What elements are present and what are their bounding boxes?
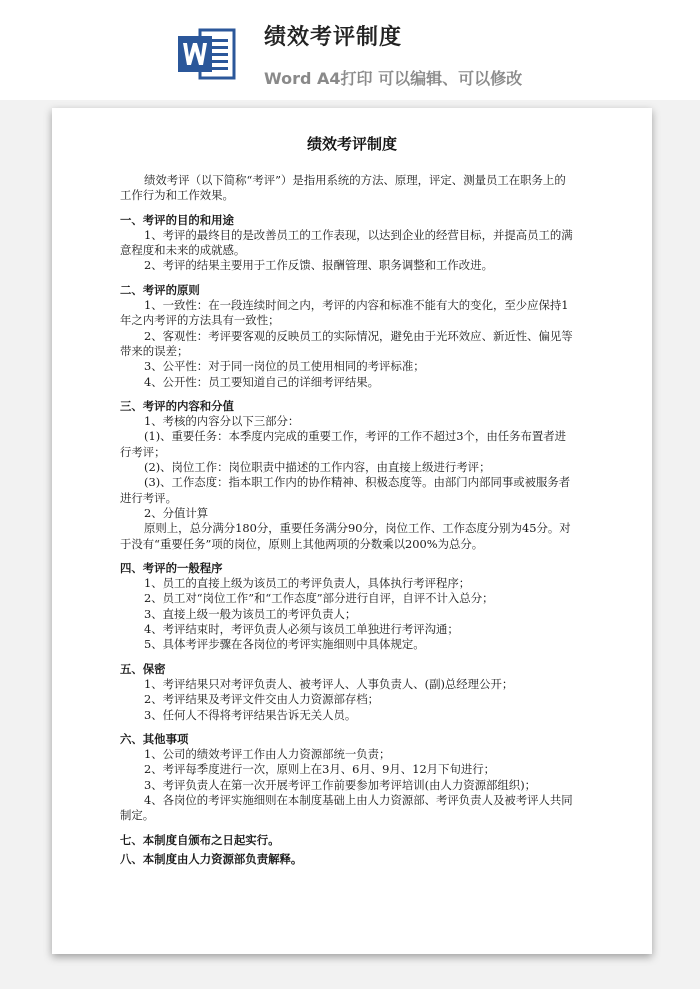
section-heading: 八、本制度由人力资源部负责解释。 bbox=[120, 851, 303, 866]
paragraph-line: 带来的误差； bbox=[120, 343, 189, 358]
paragraph-line: 1、公司的绩效考评工作由人力资源部统一负责； bbox=[144, 747, 391, 762]
paragraph-line: 2、客观性：考评要客观的反映员工的实际情况，避免由于光环效应、新近性、偏见等 bbox=[144, 328, 573, 343]
document-page bbox=[52, 108, 652, 954]
paragraph-line: (3)、工作态度：指本职工作内的协作精神、积极态度等。由部门内部同事或被服务者 bbox=[144, 475, 571, 490]
intro-line: 工作行为和工作效果。 bbox=[120, 188, 234, 203]
document-title: 绩效考评制度 bbox=[306, 135, 397, 153]
header-banner bbox=[0, 0, 700, 100]
paragraph-line: 2、分值计算 bbox=[144, 505, 209, 520]
paragraph-line: 1、一致性：在一段连续时间之内，考评的内容和标准不能有大的变化，至少应保持1 bbox=[144, 298, 569, 313]
paragraph-line: 2、考评的结果主要用于工作反馈、报酬管理、职务调整和工作改进。 bbox=[144, 258, 493, 273]
paragraph-line: 进行考评。 bbox=[120, 490, 177, 505]
section-heading: 五、保密 bbox=[120, 661, 166, 676]
paragraph-line: 4、考评结束时，考评负责人必须与该员工单独进行考评沟通； bbox=[144, 622, 459, 637]
paragraph-line: 3、直接上级一般为该员工的考评负责人； bbox=[144, 606, 357, 621]
paragraph-line: 1、考评的最终目的是改善员工的工作表现，以达到企业的经营目标，并提高员工的满 bbox=[144, 227, 573, 242]
paragraph-line: 2、考评每季度进行一次，原则上在3月、6月、9月、12月下旬进行； bbox=[144, 762, 496, 777]
word-document-icon bbox=[174, 22, 238, 86]
paragraph-line: 2、考评结果及考评文件交由人力资源部存档； bbox=[144, 692, 380, 707]
intro-line: 绩效考评（以下简称“考评”）是指用系统的方法、原理，评定、测量员工在职务上的 bbox=[144, 173, 566, 187]
document-body bbox=[120, 173, 614, 867]
paragraph-line: 行考评； bbox=[120, 444, 166, 459]
paragraph-line: 意程度和未来的成就感。 bbox=[120, 243, 246, 258]
paragraph-line: 2、员工对“岗位工作”和“工作态度”部分进行自评，自评不计入总分； bbox=[144, 591, 494, 606]
paragraph-line: 年之内考评的方法具有一致性； bbox=[120, 313, 280, 328]
paragraph-line: 3、公平性：对于同一岗位的员工使用相同的考评标准； bbox=[144, 359, 425, 374]
paragraph-line: 1、考评结果只对考评负责人、被考评人、人事负责人、(副)总经理公开； bbox=[144, 676, 514, 691]
section-heading: 六、其他事项 bbox=[120, 731, 189, 746]
section-heading: 四、考评的一般程序 bbox=[120, 560, 223, 575]
paragraph-line: 1、员工的直接上级为该员工的考评负责人，具体执行考评程序； bbox=[144, 576, 471, 591]
paragraph-line: 4、公开性：员工要知道自己的详细考评结果。 bbox=[144, 374, 380, 389]
paragraph-line: 5、具体考评步骤在各岗位的考评实施细则中具体规定。 bbox=[144, 637, 425, 652]
paragraph-line: (1)、重要任务：本季度内完成的重要工作，考评的工作不超过3个，由任务布置者进 bbox=[144, 429, 567, 444]
paragraph-line: (2)、岗位工作：岗位职责中描述的工作内容，由直接上级进行考评； bbox=[144, 460, 491, 475]
section-heading: 一、考评的目的和用途 bbox=[120, 212, 234, 227]
paragraph-line: 原则上，总分满分180分，重要任务满分90分，岗位工作、工作态度分别为45分。对 bbox=[144, 521, 571, 536]
header-subtitle: Word A4打印 可以编辑、可以修改 bbox=[264, 69, 523, 88]
paragraph-line: 制定。 bbox=[120, 808, 155, 823]
header-title: 绩效考评制度 bbox=[264, 25, 403, 50]
paragraph-line: 3、任何人不得将考评结果告诉无关人员。 bbox=[144, 707, 357, 722]
paragraph-line: 4、各岗位的考评实施细则在本制度基础上由人力资源部、考评负责人及被考评人共同 bbox=[144, 792, 573, 807]
paragraph-line: 1、考核的内容分以下三部分： bbox=[144, 414, 300, 429]
section-heading: 二、考评的原则 bbox=[120, 282, 200, 297]
paragraph-line: 于没有“重要任务”项的岗位，原则上其他两项的分数乘以200%为总分。 bbox=[120, 536, 484, 551]
section-heading: 七、本制度自颁布之日起实行。 bbox=[120, 832, 280, 847]
paragraph-line: 3、考评负责人在第一次开展考评工作前要参加考评培训(由人力资源部组织)； bbox=[144, 777, 537, 792]
section-heading: 三、考评的内容和分值 bbox=[120, 398, 234, 413]
